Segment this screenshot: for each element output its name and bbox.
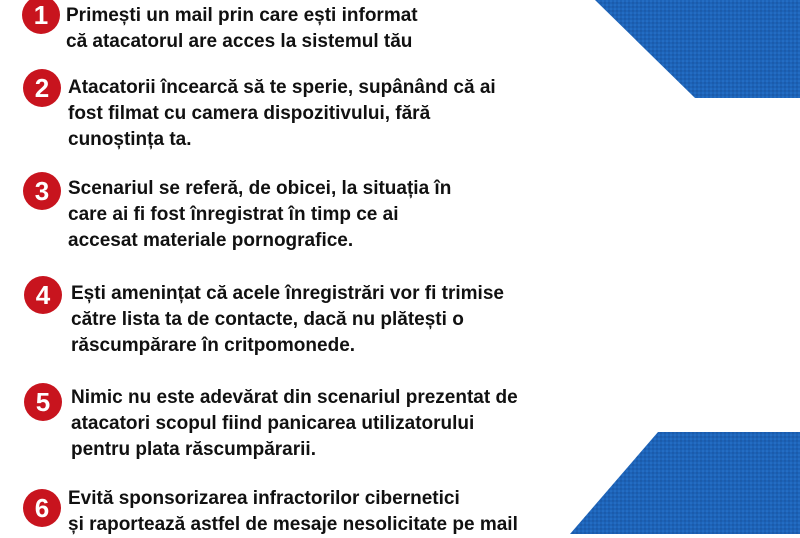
step-line: Evită sponsorizarea infractorilor cibernetici: [68, 488, 460, 509]
step-line: Ești amenințat că acele înregistrări vor fi trimise: [71, 283, 504, 304]
step-line: Nimic nu este adevărat din scenariul prezentat de: [71, 387, 518, 408]
step-number-badge: 6: [23, 489, 61, 527]
step-line: care ai fi fost înregistrat în timp ce ai: [68, 204, 399, 225]
step-text: [71, 281, 504, 359]
step-line: fost filmat cu camera dispozitivului, fără: [68, 103, 431, 124]
step-line: Scenariul se referă, de obicei, la situația în: [68, 178, 452, 199]
step-number-badge: 5: [24, 383, 62, 421]
step-text: [66, 3, 418, 55]
step-number-badge: 4: [24, 276, 62, 314]
step-number-badge: 3: [23, 172, 61, 210]
step-text: [68, 176, 451, 254]
step-number-badge: 1: [22, 0, 60, 34]
step-text: [68, 75, 496, 153]
step-text: [71, 385, 518, 463]
step-line: cunoștința ta.: [68, 129, 192, 150]
step-text: [68, 486, 518, 538]
step-line: și raportează astfel de mesaje nesolicitate pe mail: [68, 514, 518, 535]
step-number-badge: 2: [23, 69, 61, 107]
step-line: pentru plata răscumpărarii.: [71, 439, 316, 460]
step-line: răscumpărare în critpomonede.: [71, 335, 356, 356]
step-line: accesat materiale pornografice.: [68, 230, 354, 251]
step-line: către lista ta de contacte, dacă nu plătești o: [71, 309, 464, 330]
step-line: atacatori scopul fiind panicarea utilizatorului: [71, 413, 475, 434]
top-right-blue-panel: [590, 0, 800, 100]
step-line: că atacatorul are acces la sistemul tău: [66, 31, 413, 52]
step-line: Primești un mail prin care ești informat: [66, 5, 418, 26]
bottom-right-blue-panel: [570, 430, 800, 534]
step-line: Atacatorii încearcă să te sperie, supânând că ai: [68, 77, 496, 98]
